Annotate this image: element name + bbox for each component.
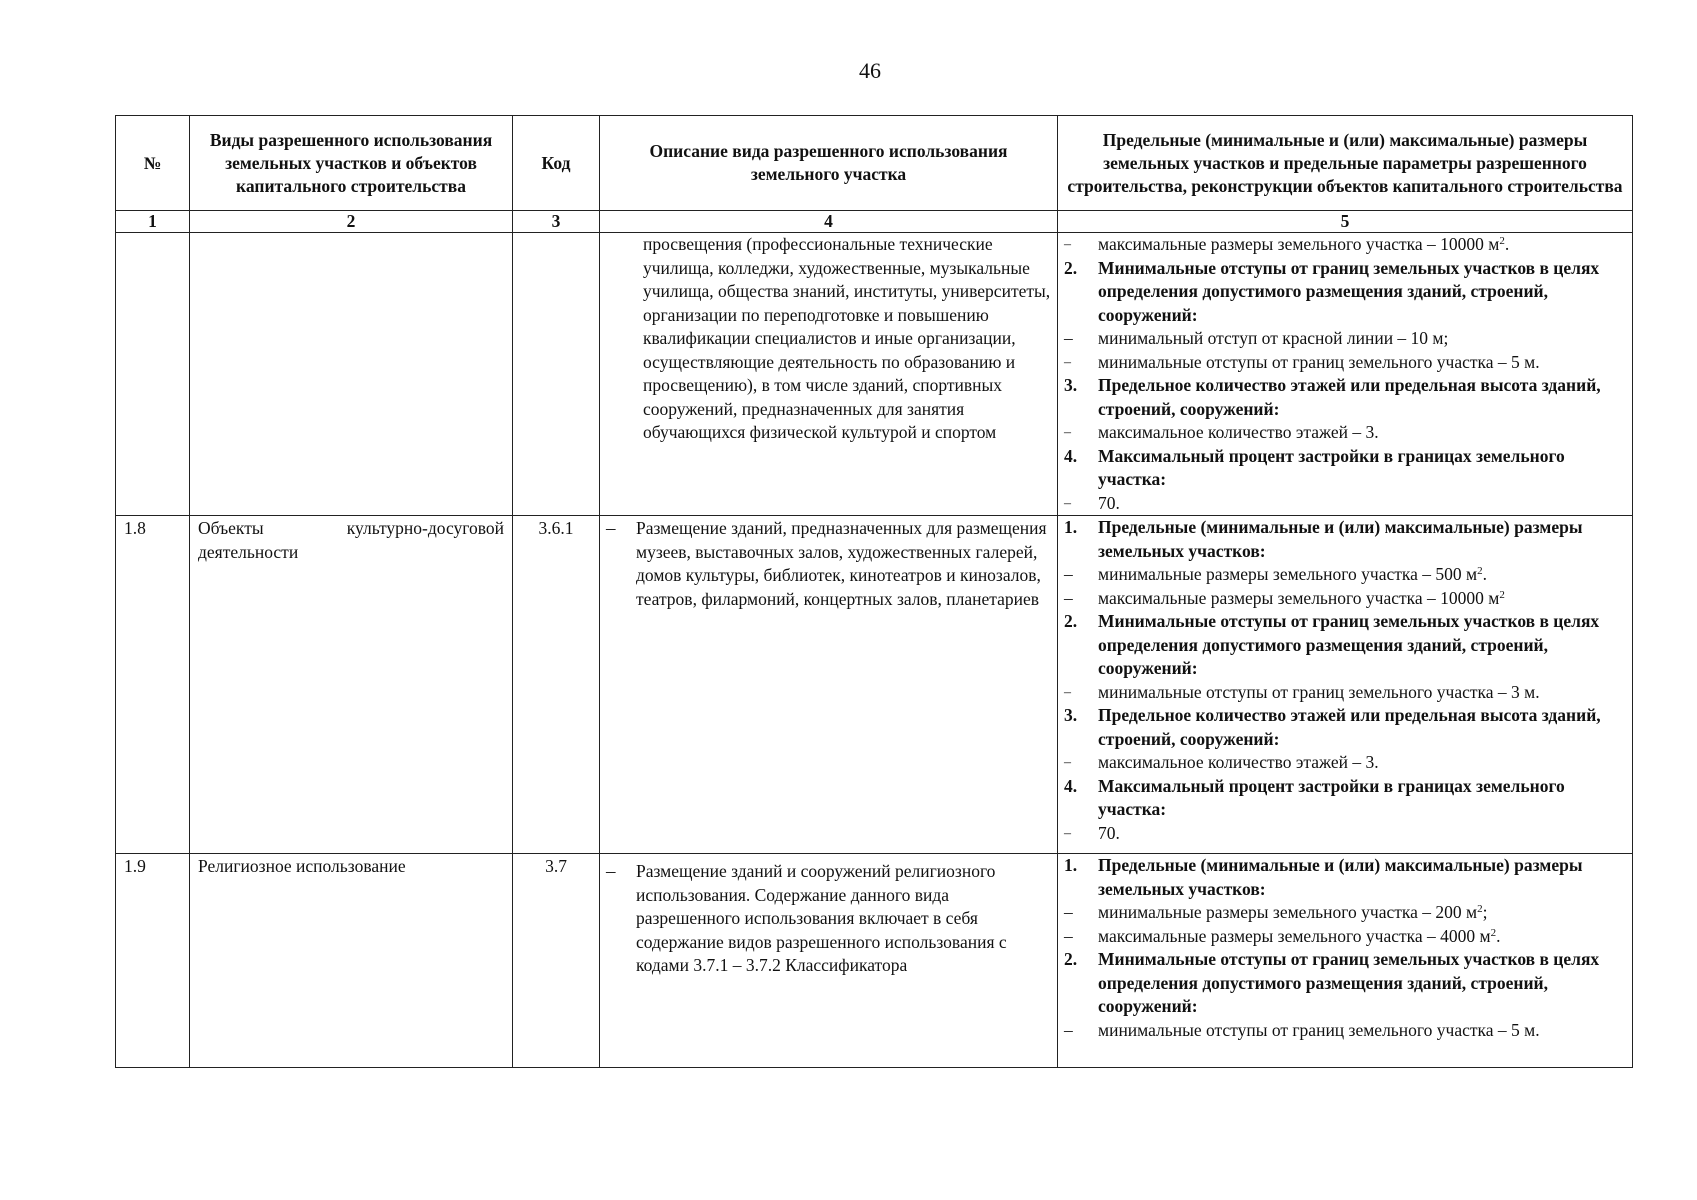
dash-marker: – xyxy=(1064,354,1071,370)
param-text: минимальные отступы от границ земельного участка – 5 м. xyxy=(1098,1019,1540,1040)
header-description: Описание вида разрешенного использования земельного участка xyxy=(600,116,1058,211)
list-number: 4. xyxy=(1064,445,1078,466)
list-number: 3. xyxy=(1064,705,1078,725)
param-text: минимальные отступы от границ земельного участка – 5 м. xyxy=(1098,351,1540,372)
use-code: 3.7 xyxy=(513,854,600,1068)
superscript: 2 xyxy=(1499,235,1505,247)
list-number: 3. xyxy=(1064,375,1078,395)
param-heading: Предельное количество этажей или предельная высота зданий, строений, сооружений: xyxy=(1098,705,1601,749)
superscript: 2 xyxy=(1477,903,1483,915)
parameters-cell: 1. Предельные (минимальные и (или) максимальные) размеры земельных участков: – минимальные размеры земельного участка – 500 $м^2$. – максимальные размеры земельного участка – 10000 $м^2$ 2. Минимальные отступы от границ земельных участков в целях определения допустимого размещения зданий, строений, сооружений: – минимальные отступы от границ земельного участка – 3 м. 3. Предельное количество этажей или предельная высота зданий, строений, сооружений: – максимальное количество этажей – 3. 4. Максимальный процент застройки в границах земельного участка: – 70. xyxy=(1058,516,1633,854)
superscript: 2 xyxy=(1490,926,1497,939)
dash-marker: – xyxy=(606,518,616,539)
param-text: минимальные размеры земельного участка – 200 м xyxy=(1098,902,1478,922)
list-number: 2. xyxy=(1064,611,1078,631)
use-code: 3.6.1 xyxy=(513,516,600,854)
regulations-table xyxy=(115,115,1633,1068)
dash-marker: – xyxy=(1064,495,1071,511)
list-number: 4. xyxy=(1064,775,1078,796)
header-number: № xyxy=(116,116,190,211)
use-type-name: Объекты культурно-досуговой деятельности xyxy=(190,516,513,854)
column-number: 5 xyxy=(1058,211,1633,233)
column-number: 3 xyxy=(513,211,600,233)
param-text: максимальное количество этажей – 3. xyxy=(1098,422,1379,442)
param-heading: Минимальные отступы от границ земельных участков в целях определения допустимого размещения зданий, строений, сооружений: xyxy=(1098,611,1600,678)
row-number: 1.9 xyxy=(116,854,190,1068)
description-text: Размещение зданий и сооружений религиозного использования. Содержание данного вида разрешенного использования включает в себя содержание видов разрешенного использования с кодами 3.7.1 – 3.7.2 Классификатора xyxy=(636,861,1007,975)
use-type-name: Религиозное использование xyxy=(190,854,513,1068)
param-text: максимальные размеры земельного участка – 10000 м xyxy=(1098,587,1500,608)
param-text: 70. xyxy=(1098,822,1120,843)
dash-marker: – xyxy=(1064,902,1073,922)
dash-marker: – xyxy=(1064,237,1071,252)
dash-marker: – xyxy=(606,861,616,882)
row-number: 1.8 xyxy=(116,516,190,854)
param-text: минимальные отступы от границ земельного участка – 3 м. xyxy=(1098,681,1540,702)
table-row xyxy=(116,854,1633,1068)
column-number: 4 xyxy=(600,211,1058,233)
dash-marker: – xyxy=(1064,825,1071,841)
header-use-types: Виды разрешенного использования земельных участков и объектов капитального строительства xyxy=(190,116,513,211)
param-text: минимальные размеры земельного участка – 500 м xyxy=(1098,564,1478,584)
parameters-cell: 1. Предельные (минимальные и (или) максимальные) размеры земельных участков: – минимальные размеры земельного участка – 200 $м^2$; – максимальные размеры земельного участка – 4000 $м^2$. 2. Минимальные отступы от границ земельных участков в целях определения допустимого размещения зданий, строений, сооружений: – минимальные отступы от границ земельного участка – 5 м. xyxy=(1058,854,1633,1068)
description-text: Размещение зданий, предназначенных для размещения музеев, выставочных залов, художественных галерей, домов культуры, библиотек, кинотеатров и кинозалов, театров, филармоний, концертных залов, планетариев xyxy=(636,518,1047,609)
superscript: 2 xyxy=(1499,588,1505,601)
table-header-row xyxy=(116,116,1633,211)
list-number: 1. xyxy=(1064,855,1078,875)
column-numbers-row xyxy=(116,211,1633,233)
dash-marker: – xyxy=(1064,925,1073,946)
dash-marker: – xyxy=(1064,1019,1073,1040)
table-row xyxy=(116,233,1633,516)
table-row xyxy=(116,516,1633,854)
param-heading: Предельное количество этажей или предельная высота зданий, строений, сооружений: xyxy=(1098,375,1601,419)
page-number: 46 xyxy=(859,58,881,83)
dash-marker: – xyxy=(1064,425,1071,440)
param-heading: Максимальный процент застройки в границах земельного участка: xyxy=(1098,445,1565,489)
description-cell xyxy=(600,516,1058,854)
description-cell: просвещения (профессиональные технические училища, колледжи, художественные, музыкальные училища, общества знаний, институты, университеты, организации по переподготовке и повышению квалификации специалистов и иные организации, осуществляющие деятельность по образованию и просвещению), в том числе зданий, спортивных сооружений, предназначенных для занятия обучающихся физической культурой и спортом xyxy=(600,233,1058,516)
param-heading: Предельные (минимальные и (или) максимальные) размеры земельных участков: xyxy=(1098,855,1583,899)
dash-marker: – xyxy=(1064,755,1071,770)
param-text: максимальные размеры земельного участка – 4000 м xyxy=(1098,925,1491,946)
param-text: 70. xyxy=(1098,492,1120,513)
param-text: максимальные размеры земельного участка – 10000 м xyxy=(1098,234,1500,254)
column-number: 2 xyxy=(190,211,513,233)
superscript: 2 xyxy=(1477,565,1483,577)
list-number: 2. xyxy=(1064,949,1078,969)
dash-marker: – xyxy=(1064,587,1073,608)
dash-marker: – xyxy=(1064,564,1073,584)
param-heading: Предельные (минимальные и (или) максимальные) размеры земельных участков: xyxy=(1098,517,1583,561)
parameters-cell: – максимальные размеры земельного участка – 10000 $м^2$. 2. Минимальные отступы от границ земельных участков в целях определения допустимого размещения зданий, строений, сооружений: – минимальный отступ от красной линии – 10 м; – минимальные отступы от границ земельного участка – 5 м. 3. Предельное количество этажей или предельная высота зданий, строений, сооружений: – максимальное количество этажей – 3. 4. Максимальный процент застройки в границах земельного участка: – 70. xyxy=(1058,233,1633,516)
dash-marker: – xyxy=(1064,684,1071,700)
dash-marker: – xyxy=(1064,328,1073,348)
header-parameters: Предельные (минимальные и (или) максимальные) размеры земельных участков и предельные параметры разрешенного строительства, реконструкции объектов капитального строительства xyxy=(1058,116,1633,211)
list-number: 1. xyxy=(1064,517,1078,537)
header-code: Код xyxy=(513,116,600,211)
param-heading: Максимальный процент застройки в границах земельного участка: xyxy=(1098,775,1565,819)
column-number: 1 xyxy=(116,211,190,233)
param-text: максимальное количество этажей – 3. xyxy=(1098,752,1379,772)
description-cell xyxy=(600,854,1058,1068)
param-text: минимальный отступ от красной линии – 10 м; xyxy=(1098,328,1449,348)
param-heading: Минимальные отступы от границ земельных участков в целях определения допустимого размещения зданий, строений, сооружений: xyxy=(1098,949,1600,1016)
param-heading: Минимальные отступы от границ земельных участков в целях определения допустимого размещения зданий, строений, сооружений: xyxy=(1098,257,1600,325)
list-number: 2. xyxy=(1064,257,1078,278)
